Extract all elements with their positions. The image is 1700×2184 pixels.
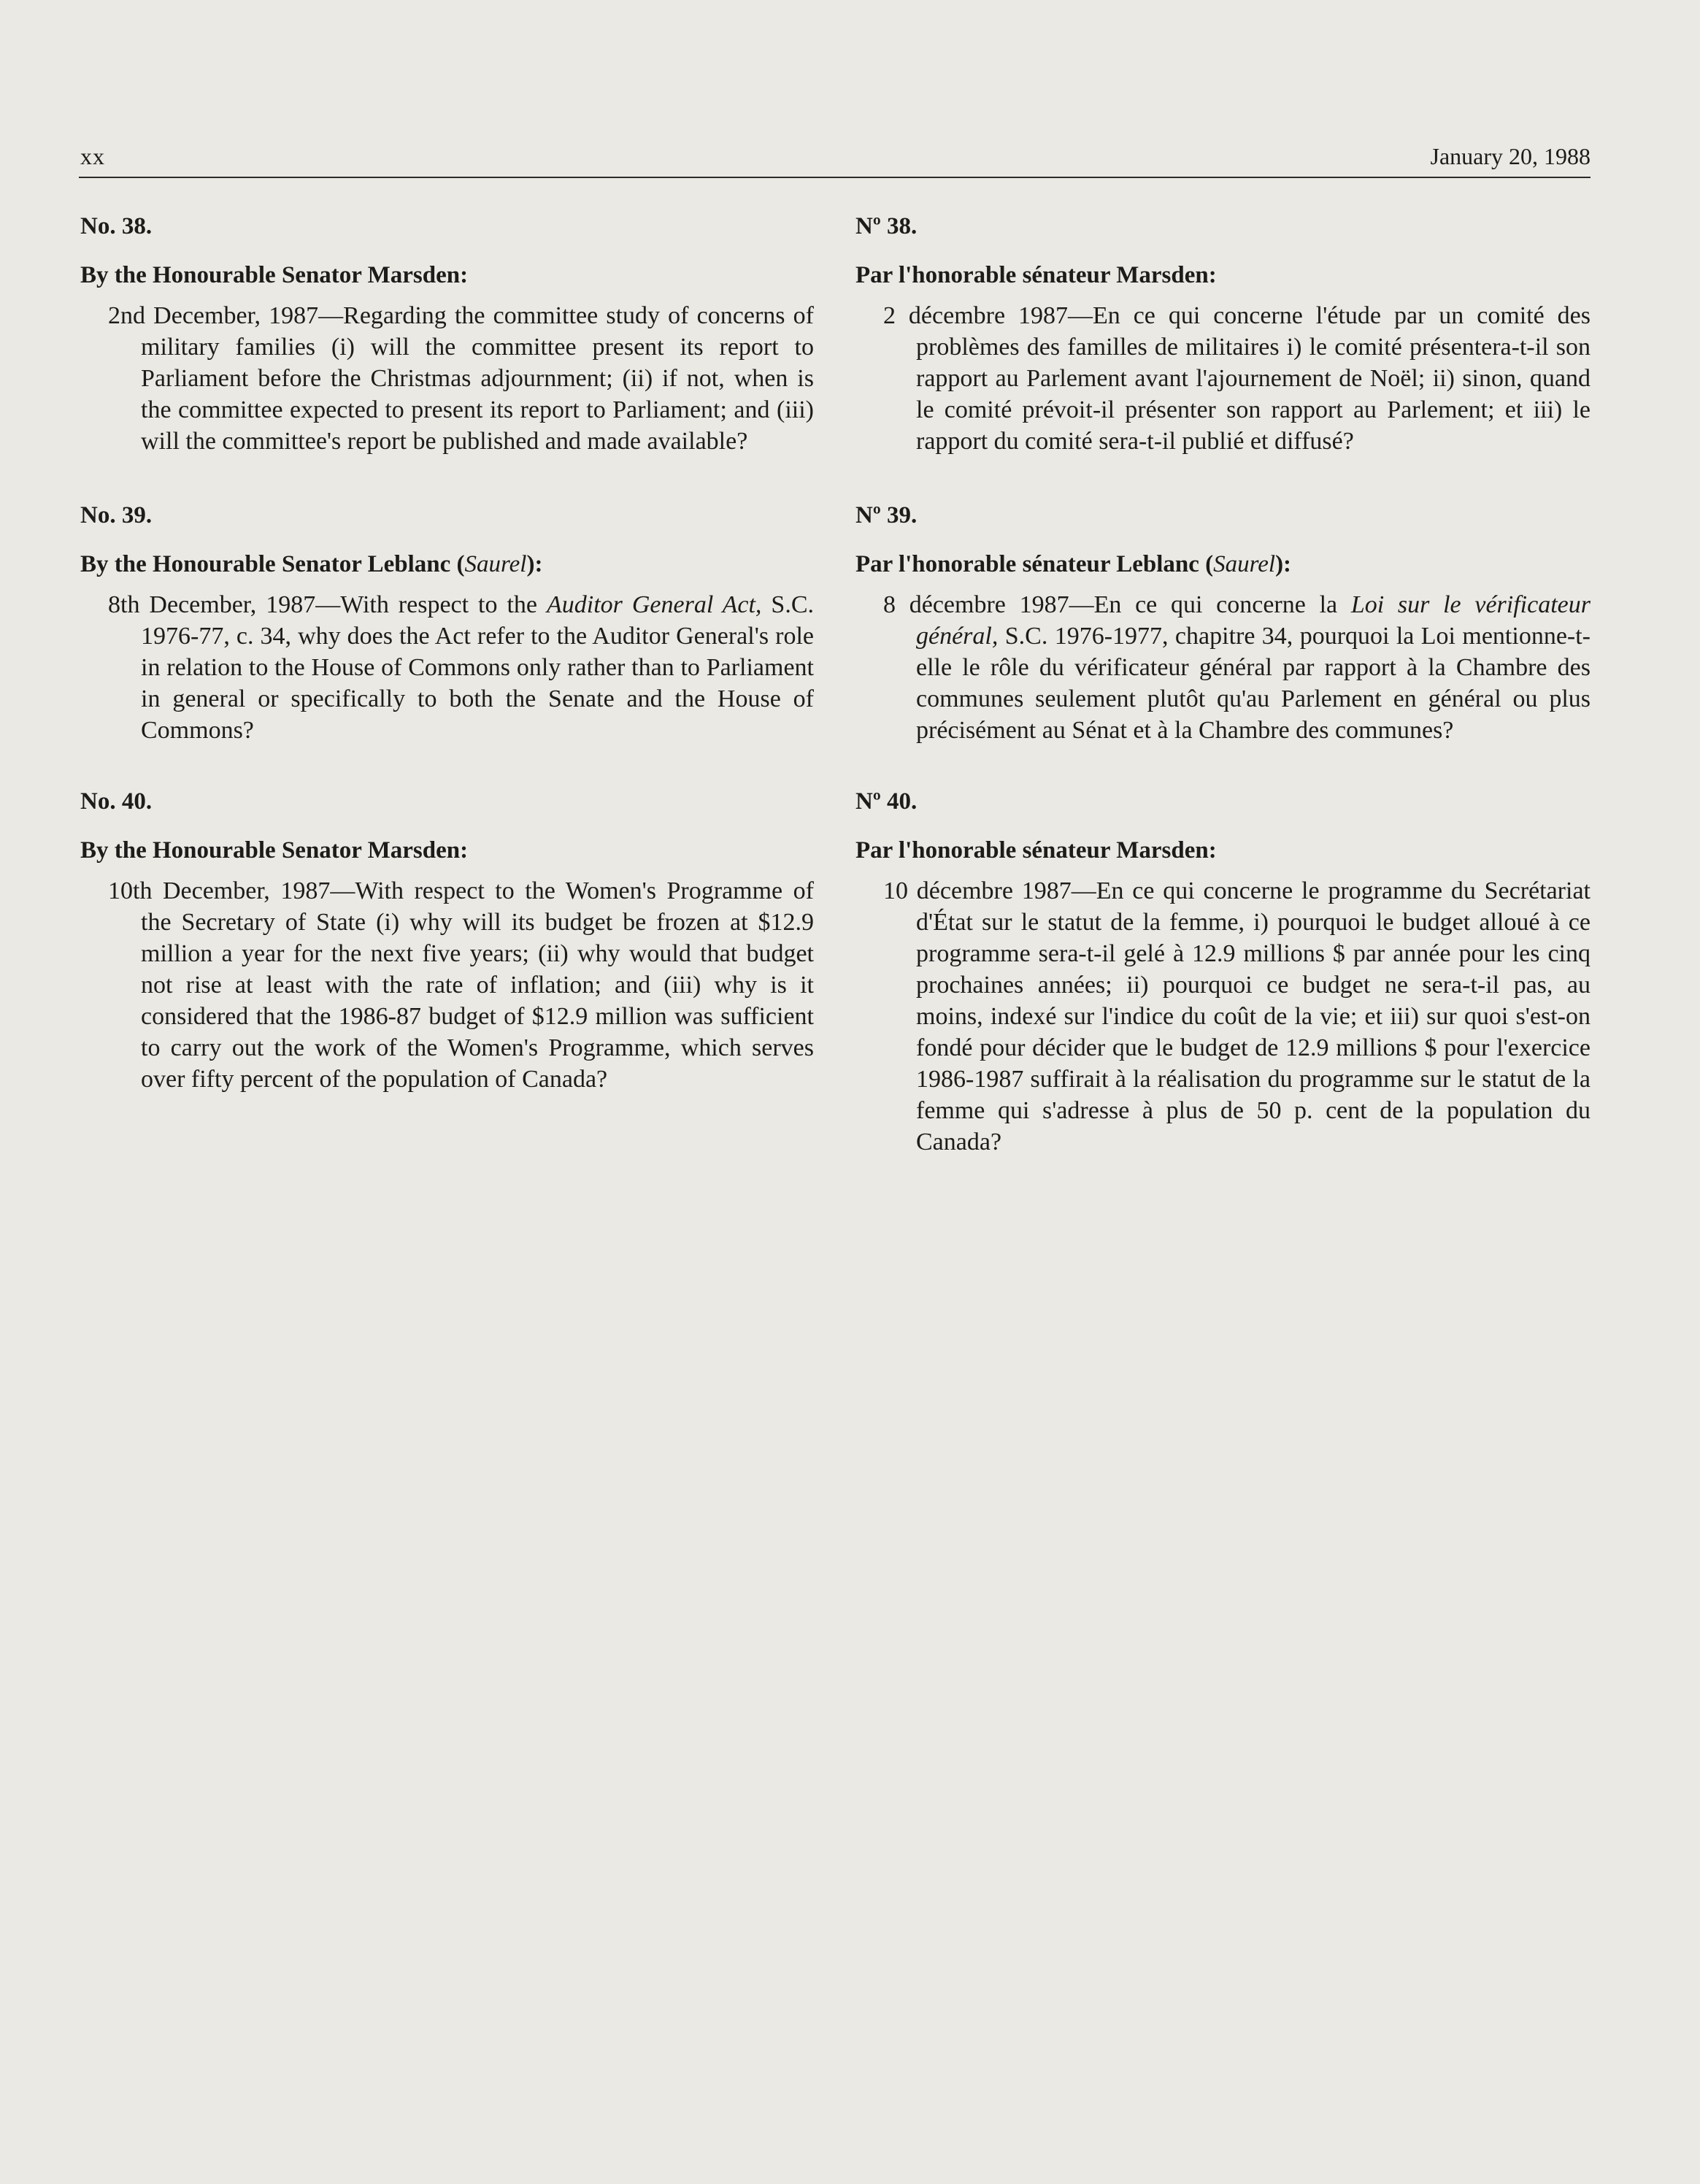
question-text-part: 8th December, 1987—With respect to the: [108, 591, 547, 618]
question-38-fr: [855, 212, 1591, 457]
french-column: [855, 212, 1591, 1158]
question-text: [883, 589, 1591, 746]
question-author: By the Honourable Senator Marsden:: [80, 837, 469, 864]
question-text-part: 8 décembre 1987—En ce qui concerne la: [883, 591, 1351, 618]
question-number: No. 38.: [80, 213, 153, 239]
question-text: 10th December, 1987—With respect to the Women's Programme of the Secretary of State (i) why will its budget be frozen at $12.9 million a year for the next five years; (ii) why would that budget not rise at least with the rate of inflation; and (iii) why is it considered that the 1986-87 budget of $12.9 million was sufficient to carry out the work of the Women's Programme, which serves over fifty percent of the population of Canada?: [108, 877, 814, 1093]
page-date: January 20, 1988: [1430, 143, 1591, 169]
question-number: Nº 40.: [855, 788, 918, 815]
question-author: Par l'honorable sénateur Marsden:: [855, 837, 1217, 864]
author-riding: Saurel: [464, 551, 527, 577]
question-text: 10 décembre 1987—En ce qui concerne le programme du Secrétariat d'État sur le statut de la femme, i) pourquoi le budget alloué à ce programme sera-t-il gelé à 12.9 millions $ par année pour les cinq prochaines années; ii) pourquoi ce budget ne sera-t-il pas, au moins, indexé sur l'indice du coût de la vie; et iii) sur quoi s'est-on fondé pour décider que le budget de 12.9 millions $ pour l'exercice 1986-1987 suffirait à la réalisation du programme sur le statut de la femme qui s'adresse à plus de 50 p. cent de la population du Canada?: [883, 877, 1591, 1156]
question-40-en: [80, 787, 814, 1095]
question-39-en: [80, 501, 814, 746]
question-author: By the Honourable Senator Marsden:: [80, 262, 469, 288]
question-text: 2nd December, 1987—Regarding the committee study of concerns of military families (i) will the committee present its report to Parliament before the Christmas adjournment; (ii) if not, when is the committee expected to present its report to Parliament; and (iii) will the committee's report be published and made available?: [108, 302, 814, 455]
act-title: Loi sur le vérificateur général,: [916, 591, 1591, 650]
page-number: xx: [80, 143, 105, 169]
question-author: [80, 550, 814, 579]
question-author: Par l'honorable sénateur Marsden:: [855, 262, 1217, 288]
author-riding: Saurel: [1213, 551, 1276, 577]
question-number: Nº 38.: [855, 213, 918, 239]
page-header: [79, 143, 1591, 178]
question-40-fr: [855, 787, 1591, 1158]
question-text-part: S.C. 1976-1977, chapitre 34, pourquoi la Loi mentionne-t-elle le rôle du vérificateur général par rapport à la Chambre des communes seulement plutôt qu'au Parlement en général ou plus précisément au Sénat et à la Chambre des communes?: [916, 623, 1591, 744]
question-38-en: [80, 212, 814, 457]
question-number: Nº 39.: [855, 502, 918, 528]
question-text-part: S.C. 1976-77, c. 34, why does the Act refer to the Auditor General's role in relation to the House of Commons only rather than to Parliament in general or specifically to both the Senate and the House of Commons?: [141, 591, 814, 744]
author-prefix: Par l'honorable sénateur Leblanc (: [855, 551, 1214, 577]
english-column: [80, 212, 814, 1095]
author-suffix: ):: [526, 551, 543, 577]
question-text: [108, 589, 814, 746]
act-title: Auditor General Act,: [546, 591, 762, 618]
question-39-fr: [855, 501, 1591, 746]
question-author: [855, 550, 1591, 579]
author-suffix: ):: [1275, 551, 1292, 577]
question-text: 2 décembre 1987—En ce qui concerne l'étude par un comité des problèmes des familles de militaires i) le comité présentera-t-il son rapport au Parlement avant l'ajournement de Noël; ii) sinon, quand le comité prévoit-il présenter son rapport au Parlement; et iii) le rapport du comité sera-t-il publié et diffusé?: [883, 302, 1591, 455]
question-number: No. 39.: [80, 502, 153, 528]
author-prefix: By the Honourable Senator Leblanc (: [80, 551, 465, 577]
question-number: No. 40.: [80, 788, 153, 815]
